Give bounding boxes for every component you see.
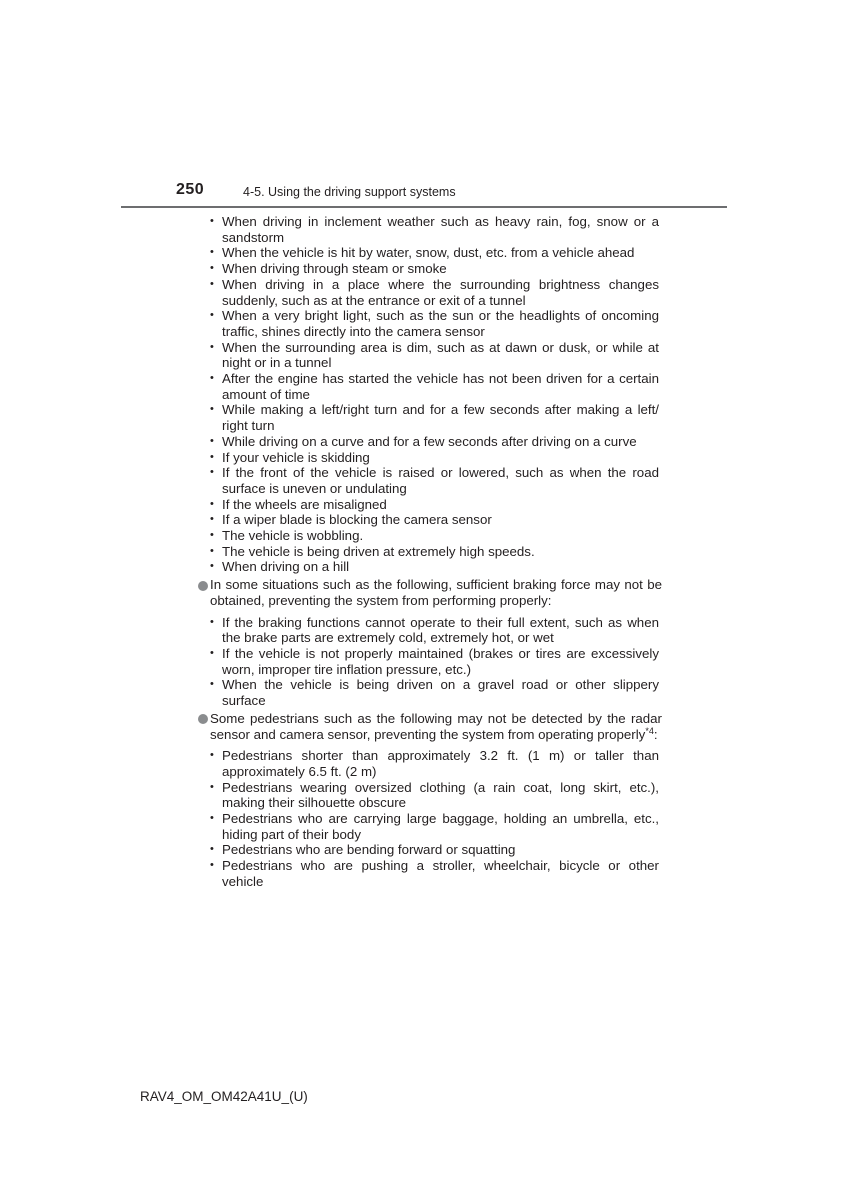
conditions-list (0, 214, 848, 575)
list-item: • Pedestrians who are bending forward or squatting (222, 842, 659, 858)
list-item: • When the vehicle is being driven on a gravel road or other slippery surface (222, 677, 659, 708)
list-item: • If the braking functions cannot operate to their full extent, such as when the brake parts are extremely cold, extremely hot, or wet (222, 615, 659, 646)
pedestrians-intro-end: : (653, 726, 658, 742)
list-item: • When driving in inclement weather such as heavy rain, fog, snow or a sandstorm (222, 214, 659, 245)
document-code: RAV4_OM_OM42A41U_(U) (140, 1089, 308, 1104)
list-item: • Pedestrians who are carrying large baggage, holding an umbrella, etc., hiding part of their body (222, 811, 659, 842)
header-divider (121, 206, 727, 208)
braking-intro: In some situations such as the following, sufficient braking force may not be obtained, preventing the system from performing properly: (210, 577, 662, 608)
list-item: • Pedestrians who are pushing a stroller, wheelchair, bicycle or other vehicle (222, 858, 659, 889)
list-item: • If the vehicle is not properly maintained (brakes or tires are excessively worn, improper tire inflation pressure, etc.) (222, 646, 659, 677)
list-item: • Pedestrians wearing oversized clothing (a rain coat, long skirt, etc.), making their silhouette obscure (222, 780, 659, 811)
list-item: • The vehicle is wobbling. (222, 528, 659, 544)
list-item: • When a very bright light, such as the sun or the headlights of oncoming traffic, shines directly into the camera sensor (222, 308, 659, 339)
list-item: • If your vehicle is skidding (222, 450, 659, 466)
list-item: • If the wheels are misaligned (222, 497, 659, 513)
list-item: • Pedestrians shorter than approximately 3.2 ft. (1 m) or taller than approximately 6.5 ft. (2 m) (222, 748, 659, 779)
circle-bullet-icon (198, 581, 208, 591)
list-item: • When driving through steam or smoke (222, 261, 659, 277)
list-item: • After the engine has started the vehicle has not been driven for a certain amount of time (222, 371, 659, 402)
list-item: • When the surrounding area is dim, such as at dawn or dusk, or while at night or in a tunnel (222, 340, 659, 371)
list-item: • When the vehicle is hit by water, snow, dust, etc. from a vehicle ahead (222, 245, 659, 261)
braking-paragraph (210, 577, 662, 608)
section-title: 4-5. Using the driving support systems (243, 185, 456, 199)
list-item: • While making a left/right turn and for a few seconds after making a left/ right turn (222, 402, 659, 433)
braking-list (0, 615, 848, 709)
pedestrians-list (0, 748, 848, 889)
list-item: • When driving in a place where the surrounding brightness changes suddenly, such as at the entrance or exit of a tunnel (222, 277, 659, 308)
page-body (0, 214, 848, 890)
pedestrians-paragraph (210, 711, 662, 742)
list-item: • The vehicle is being driven at extremely high speeds. (222, 544, 659, 560)
pedestrians-intro: Some pedestrians such as the following may not be detected by the radar sensor and camera sensor, preventing the system from operating properly (210, 710, 662, 742)
footnote-marker: *4 (645, 725, 654, 736)
list-item: • If the front of the vehicle is raised or lowered, such as when the road surface is uneven or undulating (222, 465, 659, 496)
list-item: • If a wiper blade is blocking the camera sensor (222, 512, 659, 528)
circle-bullet-icon (198, 714, 208, 724)
list-item: • While driving on a curve and for a few seconds after driving on a curve (222, 434, 659, 450)
page-number: 250 (176, 181, 205, 198)
list-item: • When driving on a hill (222, 559, 659, 575)
